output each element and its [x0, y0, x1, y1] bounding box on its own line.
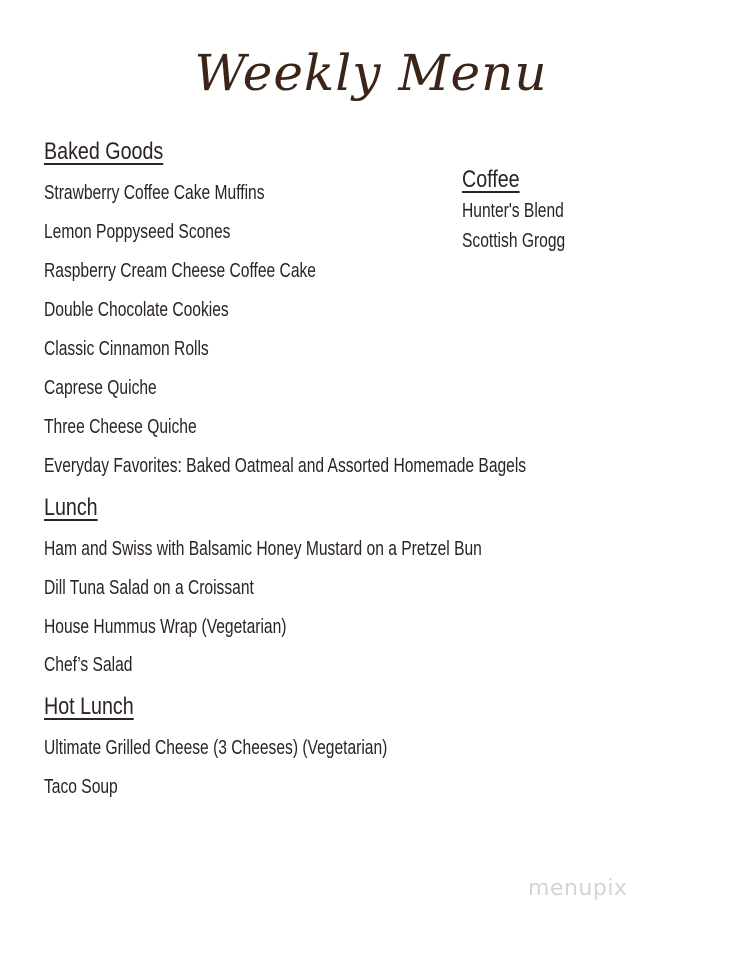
menu-item: Caprese Quiche	[44, 377, 157, 399]
menu-item: Double Chocolate Cookies	[44, 299, 229, 321]
menu-item: Hunter's Blend	[462, 200, 564, 222]
menu-item: Classic Cinnamon Rolls	[44, 338, 209, 360]
menu-item: Strawberry Coffee Cake Muffins	[44, 182, 265, 204]
menu-item: Lemon Poppyseed Scones	[44, 221, 231, 243]
section-heading-baked-goods: Baked Goods	[44, 138, 164, 165]
section-heading-hot-lunch: Hot Lunch	[44, 693, 134, 720]
menu-item: Everyday Favorites: Baked Oatmeal and Assorted Homemade Bagels	[44, 455, 527, 477]
menu-item: Ultimate Grilled Cheese (3 Cheeses) (Vegetarian)	[44, 737, 388, 759]
menu-item: Taco Soup	[44, 776, 118, 798]
section-heading-lunch: Lunch	[44, 494, 98, 521]
watermark-logo: menupix	[528, 876, 628, 901]
menu-item: House Hummus Wrap (Vegetarian)	[44, 616, 287, 638]
menu-item: Scottish Grogg	[462, 230, 566, 252]
menu-item: Three Cheese Quiche	[44, 416, 197, 438]
menu-item: Chef’s Salad	[44, 654, 133, 676]
section-heading-coffee: Coffee	[462, 166, 520, 193]
menu-item: Raspberry Cream Cheese Coffee Cake	[44, 260, 316, 282]
menu-item: Dill Tuna Salad on a Croissant	[44, 577, 254, 599]
menu-item: Ham and Swiss with Balsamic Honey Mustard on a Pretzel Bun	[44, 538, 482, 560]
page-title: Weekly Menu	[194, 44, 548, 102]
